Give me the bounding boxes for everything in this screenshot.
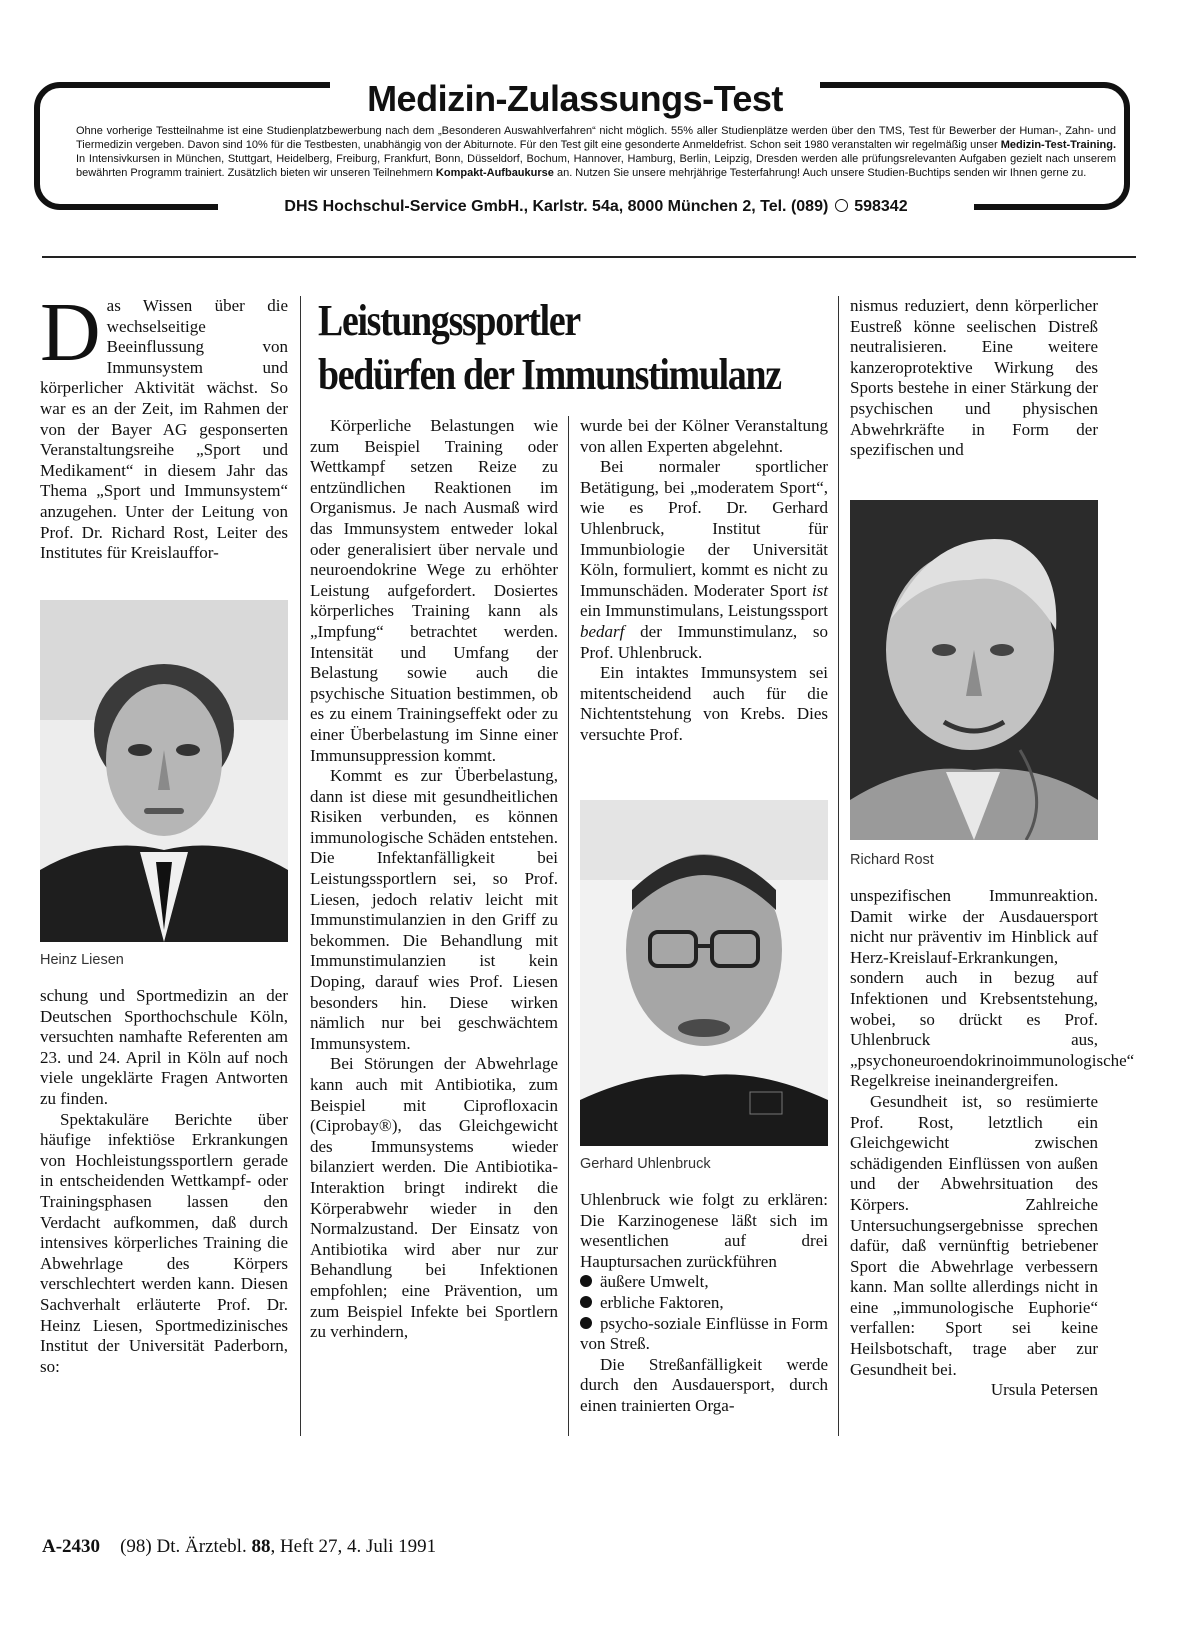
photo-caption-rost: Richard Rost <box>850 852 934 868</box>
author-signature: Ursula Petersen <box>990 1380 1098 1400</box>
portrait-image <box>580 800 828 1146</box>
column-rule <box>568 416 569 1436</box>
phone-icon <box>835 199 848 212</box>
article-column-4-top: nismus reduziert, denn körperlicher Eustreß könne seelischen Distreß neutralisieren. Eine weitere kanzeroprotektive Wirkung des Sports bestehe in einer Stärkung der psychischen und physischen Abwehrkräfte in Form der spezifischen und <box>850 296 1098 460</box>
column-rule <box>300 296 301 1436</box>
bullet-icon <box>580 1296 592 1308</box>
article-column-3-top: wurde bei der Kölner Veranstaltung von allen Experten abgelehnt. Bei normaler sportlicher Betätigung, bei „moderatem Sport“, wie es Prof. Dr. Gerhard Uhlenbruck, Institut für Immunbiologie der Universität Köln, formuliert, kommt es nicht zu Immunschäden. Moderater Sport ist ein Immunstimulans, Leistungssport bedarf der Immunstimulanz, so Prof. Uhlenbruck. Ein intaktes Immunsystem sei mitentscheidend auch für die Nichtentstehung von Krebs. Dies versuchte Prof. <box>580 416 829 744</box>
photo-caption-liesen: Heinz Liesen <box>40 952 124 968</box>
bullet-icon <box>580 1275 592 1287</box>
photo-caption-uhlenbruck: Gerhard Uhlenbruck <box>580 1156 711 1172</box>
photo-heinz-liesen <box>40 600 288 942</box>
list-item: äußere Umwelt, <box>580 1272 828 1293</box>
portrait-image <box>850 500 1098 840</box>
article-headline: Leistungssportler bedürfen der Immunstimulanz <box>318 296 781 399</box>
column-rule <box>838 296 839 1436</box>
list-item: psycho-soziale Einflüsse in Form von Streß. <box>580 1313 828 1354</box>
article-column-4-bottom: unspezifischen Immunreaktion. Damit wirke der Ausdauersport nicht nur präventiv im Hinblick auf Herz-Kreislauf-Erkrankungen, sondern auch in bezug auf Infektionen und Krebsentstehung, wobei, so drückt es Prof. Uhlenbruck aus, „psychoneuroendokrinoimmunologische“ Regelkreise ineinandergreifen. Gesundheit ist, so resümierte Prof. Rost, letztlich ein Gleichgewicht zwischen schädigenden Einflüssen von außen und der Abwehrsituation des Körpers. Zahlreiche Untersuchungsergebnisse sprechen dafür, daß vernünftig betriebener Sport die Abwehrlage verbessern kann. Man sollte allerdings nicht in eine „immunologische Euphorie“ verfallen: Sport sei keine Heilsbotschaft, trage aber zur Gesundheit bei. Ursula Petersen <box>850 886 1135 1400</box>
article-column-2: Körperliche Belastungen wie zum Beispiel Training oder Wettkampf setzen Reize zu entzündlichen Reaktionen im Organismus. Je nach Ausmaß wird das Immunsystem entweder lokal oder generalisiert über nervale und neuroendokrine Wege zu erhöhter Leistung aufgefordert. Dosiertes körperliches Training kann als „Impfung“ betrachtet werden. Intensität und Umfang der Belastung sowie auch die psychische Situation bestimmen, ob es zu einem Trainingseffekt oder zu einer Überbelastung im Sinne einer Immunsuppression kommt. Kommt es zur Überbelastung, dann ist diese mit gesundheitlichen Risiken verbunden, es können immunologische Schäden entstehen. Die Infektanfälligkeit bei Leistungssportlern sei, so Prof. Liesen, jedoch relativ leicht mit Immunstimulanzien in den Griff zu bekommen. Die Behandlung mit Immunstimulanzien ist kein Doping, darauf wies Prof. Liesen besonders hin. Diese wirken nämlich nur bei geschwächtem Immunsystem. Bei Störungen der Abwehrlage kann auch mit Antibiotika, zum Beispiel mit Ciprofloxacin (Ciprobay®), das Gleichgewicht des Immunsystems wieder bilanziert werden. Die Antibiotika-Interaktion bringt indirekt die Körperabwehr wieder in den Normalzustand. Der Einsatz von Antibiotika wird aber nur zur Behandlung bei Infektionen empfohlen; eine Prävention, um zum Beispiel Infekte bei Sportlern zu verhindern, <box>310 416 558 1342</box>
bullet-icon <box>580 1317 592 1329</box>
drop-cap: D <box>40 286 101 379</box>
ad-title: Medizin-Zulassungs-Test <box>330 76 820 122</box>
section-divider <box>42 256 1136 258</box>
page-number: A-2430 <box>42 1536 101 1557</box>
article-column-1-top: Das Wissen über die wechselseitige Beeinflussung von Immunsystem und körperlicher Aktivität wächst. So war es an der Zeit, im Rahmen der von der Bayer AG gesponserten Veranstaltungsreihe „Sport und Medikament“ in diesem Jahr das Thema „Sport und Immunsystem“ anzugehen. Unter der Leitung von Prof. Dr. Richard Rost, Leiter des Institutes für Kreislauffor- <box>40 286 288 563</box>
article-column-1-bottom: schung und Sportmedizin an der Deutschen Sporthochschule Köln, versuchten namhafte Referenten am 23. und 24. April in Köln auf noch viele ungeklärte Fragen Antworten zu finden. Spektakuläre Berichte über häufige infektiöse Erkrankungen von Hochleistungssportlern gerade in entscheidenden Wettkampf- oder Trainingsphasen lassen den Verdacht aufkommen, daß durch intensives körperliches Training die Abwehrlage des Körpers verschlechtert werden kann. Diesen Sachverhalt erläuterte Prof. Dr. Heinz Liesen, Sportmedizinisches Institut der Universität Paderborn, so: <box>40 986 288 1376</box>
ad-body-text: Ohne vorherige Testteilnahme ist eine Studienplatzbewerbung nach dem „Besonderen Auswahlverfahren“ nicht möglich. 55% aller Studienplätze werden über den TMS, Test für Bewerber der Human-, Zahn- und Tiermedizin vergeben. Davon sind 10% für die Testbesten, unabhängig von der Abiturnote. Für den Test gilt eine gesonderte Anmeldefrist. Schon seit 1980 veranstalten wir regelmäßig unser Medizin-Test-Training. In Intensivkursen in München, Stuttgart, Heidelberg, Freiburg, Frankfurt, Bonn, Düsseldorf, Bochum, Hannover, Hamburg, Berlin, Leipzig, Dresden werden alle prüfungsrelevanten Aufgaben gezielt nach unserem bewährten Programm trainiert. Zusätzlich bieten wir unseren Teilnehmern Kompakt-Aufbaukurse an. Nutzen Sie unsere mehrjährige Testerfahrung! Auch unsere Studien-Buchtips senden wir Ihnen gerne zu. <box>76 125 1116 179</box>
list-item: erbliche Faktoren, <box>580 1293 828 1314</box>
ad-contact: DHS Hochschul-Service GmbH., Karlstr. 54a, 8000 München 2, Tel. (089) 598342 <box>218 194 974 220</box>
portrait-image <box>40 600 288 942</box>
page-footer: A-2430 (98) Dt. Ärztebl. 88, Heft 27, 4. Juli 1991 <box>42 1536 437 1557</box>
article-column-3-bottom: Uhlenbruck wie folgt zu erklären: Die Karzinogenese läßt sich im wesentlichen auf drei Hauptursachen zurückführen äußere Umwelt, erbliche Faktoren, psycho-soziale Einflüsse in Form von Streß. Die Streßanfälligkeit werde durch den Ausdauersport, durch einen trainierten Orga- <box>580 1190 828 1415</box>
photo-richard-rost <box>850 500 1098 840</box>
photo-gerhard-uhlenbruck <box>580 800 828 1146</box>
